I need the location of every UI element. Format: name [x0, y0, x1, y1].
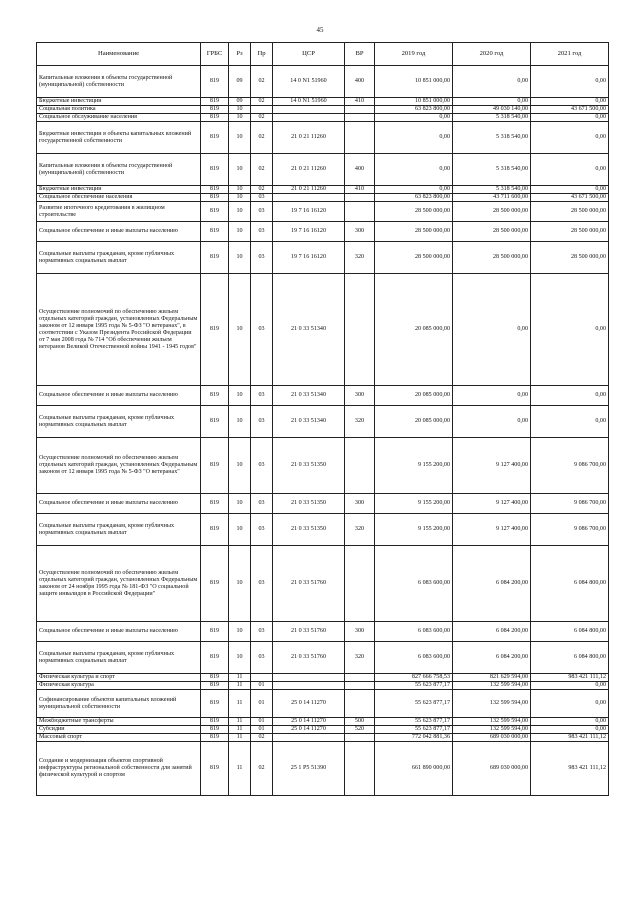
cell-2020: 6 084 200,00 [453, 546, 531, 622]
cell-vr: 400 [345, 66, 375, 98]
cell-2019: 6 083 600,00 [375, 642, 453, 674]
cell-csr: 25 1 P5 51390 [273, 742, 345, 796]
cell-rz: 09 [229, 98, 251, 106]
cell-name: Капитальные вложения в объекты государственной (муниципальной) собственности [37, 154, 201, 186]
cell-2021: 983 421 111,12 [531, 734, 609, 742]
cell-vr: 300 [345, 386, 375, 406]
cell-grbs: 819 [201, 514, 229, 546]
cell-pr: 02 [251, 114, 273, 122]
header-pr: Пр [251, 43, 273, 66]
cell-2019: 0,00 [375, 114, 453, 122]
cell-grbs: 819 [201, 494, 229, 514]
cell-rz: 11 [229, 674, 251, 682]
cell-rz: 10 [229, 122, 251, 154]
cell-rz: 10 [229, 642, 251, 674]
cell-2020: 5 318 540,00 [453, 186, 531, 194]
cell-2020: 0,00 [453, 406, 531, 438]
cell-vr: 410 [345, 186, 375, 194]
cell-rz: 10 [229, 438, 251, 494]
cell-pr: 03 [251, 406, 273, 438]
cell-grbs: 819 [201, 242, 229, 274]
cell-pr: 03 [251, 194, 273, 202]
cell-2019: 10 851 000,00 [375, 66, 453, 98]
table-row [37, 742, 609, 796]
cell-2021: 0,00 [531, 186, 609, 194]
cell-pr: 02 [251, 122, 273, 154]
cell-grbs: 819 [201, 718, 229, 726]
cell-grbs: 819 [201, 682, 229, 690]
cell-name: Создание и модернизация объектов спортивной инфраструктуры региональной собственности для занятий физической культурой и спортом [37, 742, 201, 796]
cell-vr [345, 202, 375, 222]
cell-csr [273, 194, 345, 202]
cell-grbs: 819 [201, 114, 229, 122]
cell-csr: 21 0 33 51760 [273, 622, 345, 642]
table-row [37, 242, 609, 274]
cell-2020: 28 500 000,00 [453, 222, 531, 242]
cell-2021: 983 421 111,12 [531, 674, 609, 682]
cell-vr: 410 [345, 98, 375, 106]
cell-2021: 43 671 500,00 [531, 106, 609, 114]
cell-2019: 9 155 200,00 [375, 514, 453, 546]
cell-vr [345, 742, 375, 796]
cell-2021: 0,00 [531, 114, 609, 122]
cell-csr: 21 0 33 51760 [273, 642, 345, 674]
cell-name: Капитальные вложения в объекты государственной (муниципальной) собственности [37, 66, 201, 98]
table-row [37, 114, 609, 122]
table-row [37, 202, 609, 222]
cell-rz: 10 [229, 222, 251, 242]
cell-2020: 9 127 400,00 [453, 494, 531, 514]
cell-csr [273, 106, 345, 114]
cell-pr: 03 [251, 202, 273, 222]
cell-pr: 02 [251, 154, 273, 186]
cell-csr [273, 114, 345, 122]
cell-2021: 0,00 [531, 682, 609, 690]
cell-csr: 21 0 33 51760 [273, 546, 345, 622]
cell-name: Социальные выплаты гражданам, кроме публичных нормативных социальных выплат [37, 406, 201, 438]
cell-grbs: 819 [201, 438, 229, 494]
cell-name: Субсидии [37, 726, 201, 734]
cell-name: Социальная политика [37, 106, 201, 114]
table-row [37, 514, 609, 546]
cell-vr [345, 274, 375, 386]
cell-pr: 03 [251, 222, 273, 242]
cell-rz: 11 [229, 682, 251, 690]
cell-name: Социальное обеспечение населения [37, 194, 201, 202]
cell-vr [345, 194, 375, 202]
cell-grbs: 819 [201, 734, 229, 742]
cell-vr: 300 [345, 622, 375, 642]
cell-2020: 5 318 540,00 [453, 122, 531, 154]
cell-2020: 28 500 000,00 [453, 202, 531, 222]
header-grbs: ГРБС [201, 43, 229, 66]
cell-grbs: 819 [201, 406, 229, 438]
cell-csr: 21 0 33 51340 [273, 386, 345, 406]
cell-pr: 02 [251, 186, 273, 194]
cell-2021: 9 086 700,00 [531, 494, 609, 514]
cell-2021: 0,00 [531, 718, 609, 726]
cell-2019: 827 666 758,53 [375, 674, 453, 682]
cell-2019: 55 623 877,17 [375, 690, 453, 718]
table-row [37, 674, 609, 682]
cell-2020: 6 084 200,00 [453, 642, 531, 674]
cell-2020: 132 599 594,00 [453, 718, 531, 726]
table-row [37, 186, 609, 194]
cell-grbs: 819 [201, 154, 229, 186]
cell-name: Осуществление полномочий по обеспечению жильем отдельных категорий граждан, установленных Федеральным законом от 12 января 1995 года № 5-ФЗ "О ветеранах", в соответствии с Указом Президента Российской Федерации от 7 мая 2008 года № 714 "Об обеспечении жильем ветеранов Великой Отечественной войны 1941 - 1945 годов" [37, 274, 201, 386]
cell-2019: 6 083 600,00 [375, 546, 453, 622]
cell-vr [345, 682, 375, 690]
cell-pr: 02 [251, 742, 273, 796]
cell-pr: 02 [251, 98, 273, 106]
cell-2020: 689 030 000,00 [453, 742, 531, 796]
cell-pr: 03 [251, 642, 273, 674]
cell-2020: 43 711 600,00 [453, 194, 531, 202]
cell-grbs: 819 [201, 726, 229, 734]
cell-pr: 01 [251, 726, 273, 734]
header-2019: 2019 год [375, 43, 453, 66]
cell-grbs: 819 [201, 274, 229, 386]
cell-csr: 19 7 16 16120 [273, 242, 345, 274]
cell-csr: 21 0 33 51350 [273, 494, 345, 514]
cell-name: Социальные выплаты гражданам, кроме публичных нормативных социальных выплат [37, 242, 201, 274]
cell-grbs: 819 [201, 690, 229, 718]
cell-2019: 20 085 000,00 [375, 274, 453, 386]
cell-2020: 6 084 200,00 [453, 622, 531, 642]
cell-2019: 20 085 000,00 [375, 386, 453, 406]
cell-pr: 01 [251, 718, 273, 726]
cell-name: Бюджетные инвестиции [37, 98, 201, 106]
cell-name: Бюджетные инвестиции в объекты капитальных вложений государственной собственности [37, 122, 201, 154]
cell-2021: 6 084 800,00 [531, 622, 609, 642]
cell-rz: 10 [229, 106, 251, 114]
table-row [37, 106, 609, 114]
header-row [37, 43, 609, 66]
cell-vr [345, 106, 375, 114]
cell-rz: 10 [229, 386, 251, 406]
cell-2021: 28 500 000,00 [531, 202, 609, 222]
cell-csr [273, 674, 345, 682]
header-csr: ЦСР [273, 43, 345, 66]
cell-csr: 19 7 16 16120 [273, 202, 345, 222]
table-row [37, 222, 609, 242]
cell-pr: 03 [251, 274, 273, 386]
cell-2021: 43 671 500,00 [531, 194, 609, 202]
cell-2021: 9 086 700,00 [531, 438, 609, 494]
cell-grbs: 819 [201, 66, 229, 98]
cell-pr: 03 [251, 494, 273, 514]
cell-2019: 661 890 000,00 [375, 742, 453, 796]
cell-2020: 132 599 594,00 [453, 726, 531, 734]
cell-rz: 10 [229, 186, 251, 194]
cell-name: Социальное обеспечение и иные выплаты населению [37, 494, 201, 514]
cell-name: Осуществление полномочий по обеспечению жильем отдельных категорий граждан, установленных Федеральным законом от 24 ноября 1995 года № 181-ФЗ "О социальной защите инвалидов в Российской Федерации" [37, 546, 201, 622]
cell-pr: 01 [251, 682, 273, 690]
table-row [37, 718, 609, 726]
table-row [37, 274, 609, 386]
cell-pr: 02 [251, 734, 273, 742]
cell-2019: 63 823 800,00 [375, 194, 453, 202]
cell-2019: 20 085 000,00 [375, 406, 453, 438]
cell-grbs: 819 [201, 622, 229, 642]
header-vr: ВР [345, 43, 375, 66]
cell-2021: 0,00 [531, 154, 609, 186]
cell-rz: 10 [229, 154, 251, 186]
cell-2019: 9 155 200,00 [375, 494, 453, 514]
cell-grbs: 819 [201, 674, 229, 682]
header-rz: Рз [229, 43, 251, 66]
cell-rz: 11 [229, 726, 251, 734]
header-name: Наименование [37, 43, 201, 66]
cell-vr [345, 690, 375, 718]
cell-vr: 520 [345, 726, 375, 734]
cell-2021: 6 084 800,00 [531, 642, 609, 674]
cell-name: Массовый спорт [37, 734, 201, 742]
cell-pr: 03 [251, 242, 273, 274]
cell-name: Социальное обеспечение и иные выплаты населению [37, 222, 201, 242]
table-row [37, 642, 609, 674]
cell-vr: 300 [345, 222, 375, 242]
cell-2021: 983 421 111,12 [531, 742, 609, 796]
table-row [37, 494, 609, 514]
cell-pr: 03 [251, 514, 273, 546]
cell-2020: 689 030 000,00 [453, 734, 531, 742]
cell-pr: 03 [251, 546, 273, 622]
cell-pr: 03 [251, 386, 273, 406]
cell-pr: 02 [251, 66, 273, 98]
cell-csr: 25 0 14 11270 [273, 690, 345, 718]
cell-rz: 11 [229, 734, 251, 742]
cell-2021: 0,00 [531, 98, 609, 106]
cell-csr: 25 0 14 11270 [273, 718, 345, 726]
cell-rz: 10 [229, 514, 251, 546]
table-row [37, 546, 609, 622]
cell-rz: 10 [229, 274, 251, 386]
cell-vr [345, 122, 375, 154]
cell-csr: 21 0 21 11260 [273, 186, 345, 194]
cell-csr: 21 0 21 11260 [273, 154, 345, 186]
table-row [37, 386, 609, 406]
cell-name: Развитие ипотечного кредитования в жилищном строительстве [37, 202, 201, 222]
cell-2020: 132 599 594,00 [453, 682, 531, 690]
cell-grbs: 819 [201, 194, 229, 202]
table-row [37, 154, 609, 186]
header-2021: 2021 год [531, 43, 609, 66]
cell-2021: 0,00 [531, 690, 609, 718]
cell-vr [345, 114, 375, 122]
cell-2021: 0,00 [531, 726, 609, 734]
cell-2020: 5 318 540,00 [453, 114, 531, 122]
cell-name: Социальное обеспечение и иные выплаты населению [37, 386, 201, 406]
cell-rz: 10 [229, 194, 251, 202]
table-row [37, 734, 609, 742]
cell-2019: 0,00 [375, 122, 453, 154]
cell-name: Социальные выплаты гражданам, кроме публичных нормативных социальных выплат [37, 514, 201, 546]
cell-vr [345, 546, 375, 622]
cell-grbs: 819 [201, 106, 229, 114]
cell-pr: 03 [251, 622, 273, 642]
cell-grbs: 819 [201, 546, 229, 622]
cell-csr: 25 0 14 11270 [273, 726, 345, 734]
page-number: 45 [316, 26, 324, 34]
cell-rz: 10 [229, 242, 251, 274]
cell-rz: 10 [229, 622, 251, 642]
cell-grbs: 819 [201, 742, 229, 796]
cell-vr [345, 674, 375, 682]
cell-2019: 28 500 000,00 [375, 222, 453, 242]
table-row [37, 98, 609, 106]
table-row [37, 194, 609, 202]
cell-2019: 28 500 000,00 [375, 202, 453, 222]
cell-vr: 320 [345, 514, 375, 546]
cell-2019: 55 623 877,17 [375, 718, 453, 726]
cell-2021: 0,00 [531, 406, 609, 438]
cell-2020: 0,00 [453, 386, 531, 406]
cell-grbs: 819 [201, 98, 229, 106]
table-row [37, 622, 609, 642]
cell-2020: 132 599 594,00 [453, 690, 531, 718]
cell-2019: 9 155 200,00 [375, 438, 453, 494]
table-row [37, 66, 609, 98]
cell-rz: 10 [229, 494, 251, 514]
cell-pr: 01 [251, 690, 273, 718]
table-row [37, 438, 609, 494]
cell-csr: 14 0 N1 51960 [273, 66, 345, 98]
header-2020: 2020 год [453, 43, 531, 66]
cell-csr: 21 0 33 51350 [273, 438, 345, 494]
cell-name: Осуществление полномочий по обеспечению жильем отдельных категорий граждан, установленных Федеральным законом от 12 января 1995 года № 5-ФЗ "О ветеранах" [37, 438, 201, 494]
cell-vr: 300 [345, 494, 375, 514]
cell-vr: 400 [345, 154, 375, 186]
cell-2021: 0,00 [531, 66, 609, 98]
cell-2021: 0,00 [531, 122, 609, 154]
cell-name: Социальное обеспечение и иные выплаты населению [37, 622, 201, 642]
cell-vr: 320 [345, 406, 375, 438]
cell-2019: 0,00 [375, 186, 453, 194]
cell-2019: 10 851 000,00 [375, 98, 453, 106]
cell-2020: 0,00 [453, 66, 531, 98]
cell-2021: 0,00 [531, 274, 609, 386]
cell-rz: 10 [229, 114, 251, 122]
cell-csr: 19 7 16 16120 [273, 222, 345, 242]
cell-grbs: 819 [201, 202, 229, 222]
cell-2020: 9 127 400,00 [453, 514, 531, 546]
table-row [37, 682, 609, 690]
cell-rz: 11 [229, 742, 251, 796]
cell-2021: 0,00 [531, 386, 609, 406]
cell-2019: 28 500 000,00 [375, 242, 453, 274]
cell-vr [345, 734, 375, 742]
cell-name: Софинансирование объектов капитальных вложений муниципальной собственности [37, 690, 201, 718]
cell-csr: 21 0 33 51340 [273, 274, 345, 386]
cell-vr [345, 438, 375, 494]
cell-2019: 55 623 877,17 [375, 726, 453, 734]
cell-2019: 63 823 800,00 [375, 106, 453, 114]
cell-csr [273, 682, 345, 690]
cell-rz: 10 [229, 202, 251, 222]
cell-name: Физическая культура [37, 682, 201, 690]
table-row [37, 726, 609, 734]
cell-2021: 6 084 800,00 [531, 546, 609, 622]
cell-grbs: 819 [201, 222, 229, 242]
cell-name: Физическая культура и спорт [37, 674, 201, 682]
cell-rz: 11 [229, 690, 251, 718]
cell-2021: 9 086 700,00 [531, 514, 609, 546]
cell-2020: 49 030 140,00 [453, 106, 531, 114]
cell-2021: 28 500 000,00 [531, 242, 609, 274]
cell-2020: 9 127 400,00 [453, 438, 531, 494]
cell-csr: 21 0 33 51350 [273, 514, 345, 546]
cell-pr: 03 [251, 438, 273, 494]
cell-csr: 21 0 33 51340 [273, 406, 345, 438]
cell-rz: 11 [229, 718, 251, 726]
cell-2020: 0,00 [453, 98, 531, 106]
cell-pr [251, 106, 273, 114]
cell-grbs: 819 [201, 386, 229, 406]
cell-2019: 0,00 [375, 154, 453, 186]
budget-table [36, 42, 609, 796]
table-body [37, 66, 609, 796]
cell-2019: 6 083 600,00 [375, 622, 453, 642]
cell-vr: 320 [345, 242, 375, 274]
cell-grbs: 819 [201, 642, 229, 674]
table-row [37, 122, 609, 154]
cell-vr: 320 [345, 642, 375, 674]
cell-2020: 0,00 [453, 274, 531, 386]
cell-name: Социальное обслуживание населения [37, 114, 201, 122]
cell-rz: 10 [229, 546, 251, 622]
cell-name: Социальные выплаты гражданам, кроме публичных нормативных социальных выплат [37, 642, 201, 674]
cell-rz: 10 [229, 406, 251, 438]
cell-2020: 28 500 000,00 [453, 242, 531, 274]
cell-grbs: 819 [201, 186, 229, 194]
cell-2020: 5 318 540,00 [453, 154, 531, 186]
cell-vr: 500 [345, 718, 375, 726]
cell-csr [273, 734, 345, 742]
cell-2020: 821 629 594,00 [453, 674, 531, 682]
table-row [37, 406, 609, 438]
cell-2021: 28 500 000,00 [531, 222, 609, 242]
cell-2019: 772 042 881,36 [375, 734, 453, 742]
table-row [37, 690, 609, 718]
cell-csr: 21 0 21 11260 [273, 122, 345, 154]
cell-2019: 55 623 877,17 [375, 682, 453, 690]
cell-rz: 09 [229, 66, 251, 98]
cell-name: Межбюджетные трансферты [37, 718, 201, 726]
cell-grbs: 819 [201, 122, 229, 154]
cell-pr [251, 674, 273, 682]
cell-name: Бюджетные инвестиции [37, 186, 201, 194]
cell-csr: 14 0 N1 51960 [273, 98, 345, 106]
